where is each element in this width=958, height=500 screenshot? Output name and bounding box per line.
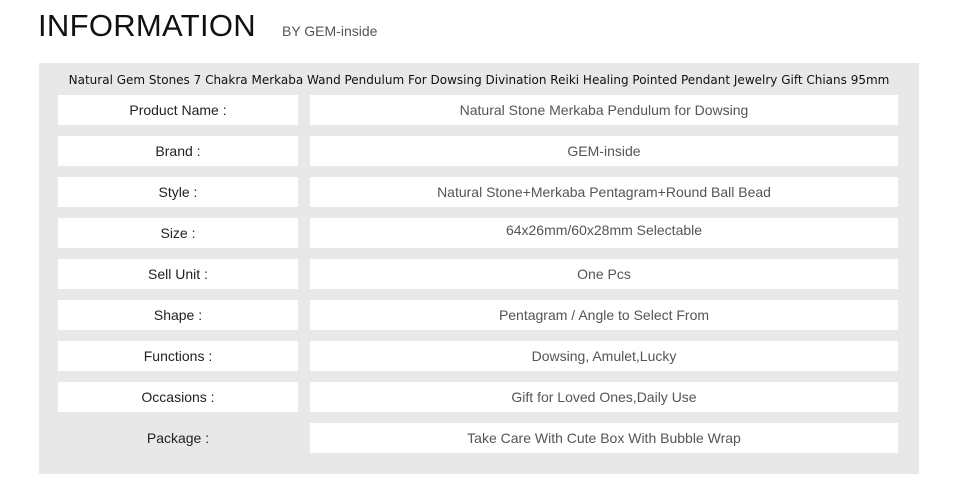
spec-value: Gift for Loved Ones,Daily Use bbox=[310, 382, 898, 412]
spec-value: One Pcs bbox=[310, 259, 898, 289]
spec-row-functions bbox=[58, 341, 898, 371]
spec-label: Style : bbox=[58, 177, 298, 207]
spec-row-package bbox=[58, 423, 898, 453]
spec-panel bbox=[39, 63, 919, 474]
spec-value: 64x26mm/60x28mm Selectable bbox=[310, 218, 898, 248]
brand-byline: BY GEM-inside bbox=[281, 23, 378, 39]
spec-label: Product Name : bbox=[58, 95, 298, 125]
spec-label: Sell Unit : bbox=[58, 259, 298, 289]
spec-row-size bbox=[58, 218, 898, 248]
spec-value: Natural Stone+Merkaba Pentagram+Round Ball Bead bbox=[310, 177, 898, 207]
product-title: Natural Gem Stones 7 Chakra Merkaba Wand Pendulum For Dowsing Divination Reiki Healing Pointed Pendant Jewelry Gift Chians 95mm bbox=[68, 73, 890, 87]
spec-label: Size : bbox=[58, 218, 298, 248]
spec-row-brand bbox=[58, 136, 898, 166]
spec-label: Package : bbox=[146, 430, 210, 446]
spec-row-product-name bbox=[58, 95, 898, 125]
spec-row-style bbox=[58, 177, 898, 207]
spec-label: Brand : bbox=[58, 136, 298, 166]
spec-row-shape bbox=[58, 300, 898, 330]
spec-value: GEM-inside bbox=[310, 136, 898, 166]
spec-value: Dowsing, Amulet,Lucky bbox=[310, 341, 898, 371]
spec-label: Occasions : bbox=[58, 382, 298, 412]
spec-label: Shape : bbox=[58, 300, 298, 330]
spec-row-occasions bbox=[58, 382, 898, 412]
header bbox=[38, 8, 377, 44]
spec-row-sell-unit bbox=[58, 259, 898, 289]
spec-value: Pentagram / Angle to Select From bbox=[310, 300, 898, 330]
spec-table bbox=[58, 95, 898, 464]
spec-value: Natural Stone Merkaba Pendulum for Dowsing bbox=[310, 95, 898, 125]
page-title: INFORMATION bbox=[38, 8, 256, 43]
spec-label: Functions : bbox=[58, 341, 298, 371]
spec-value: Take Care With Cute Box With Bubble Wrap bbox=[310, 423, 898, 453]
